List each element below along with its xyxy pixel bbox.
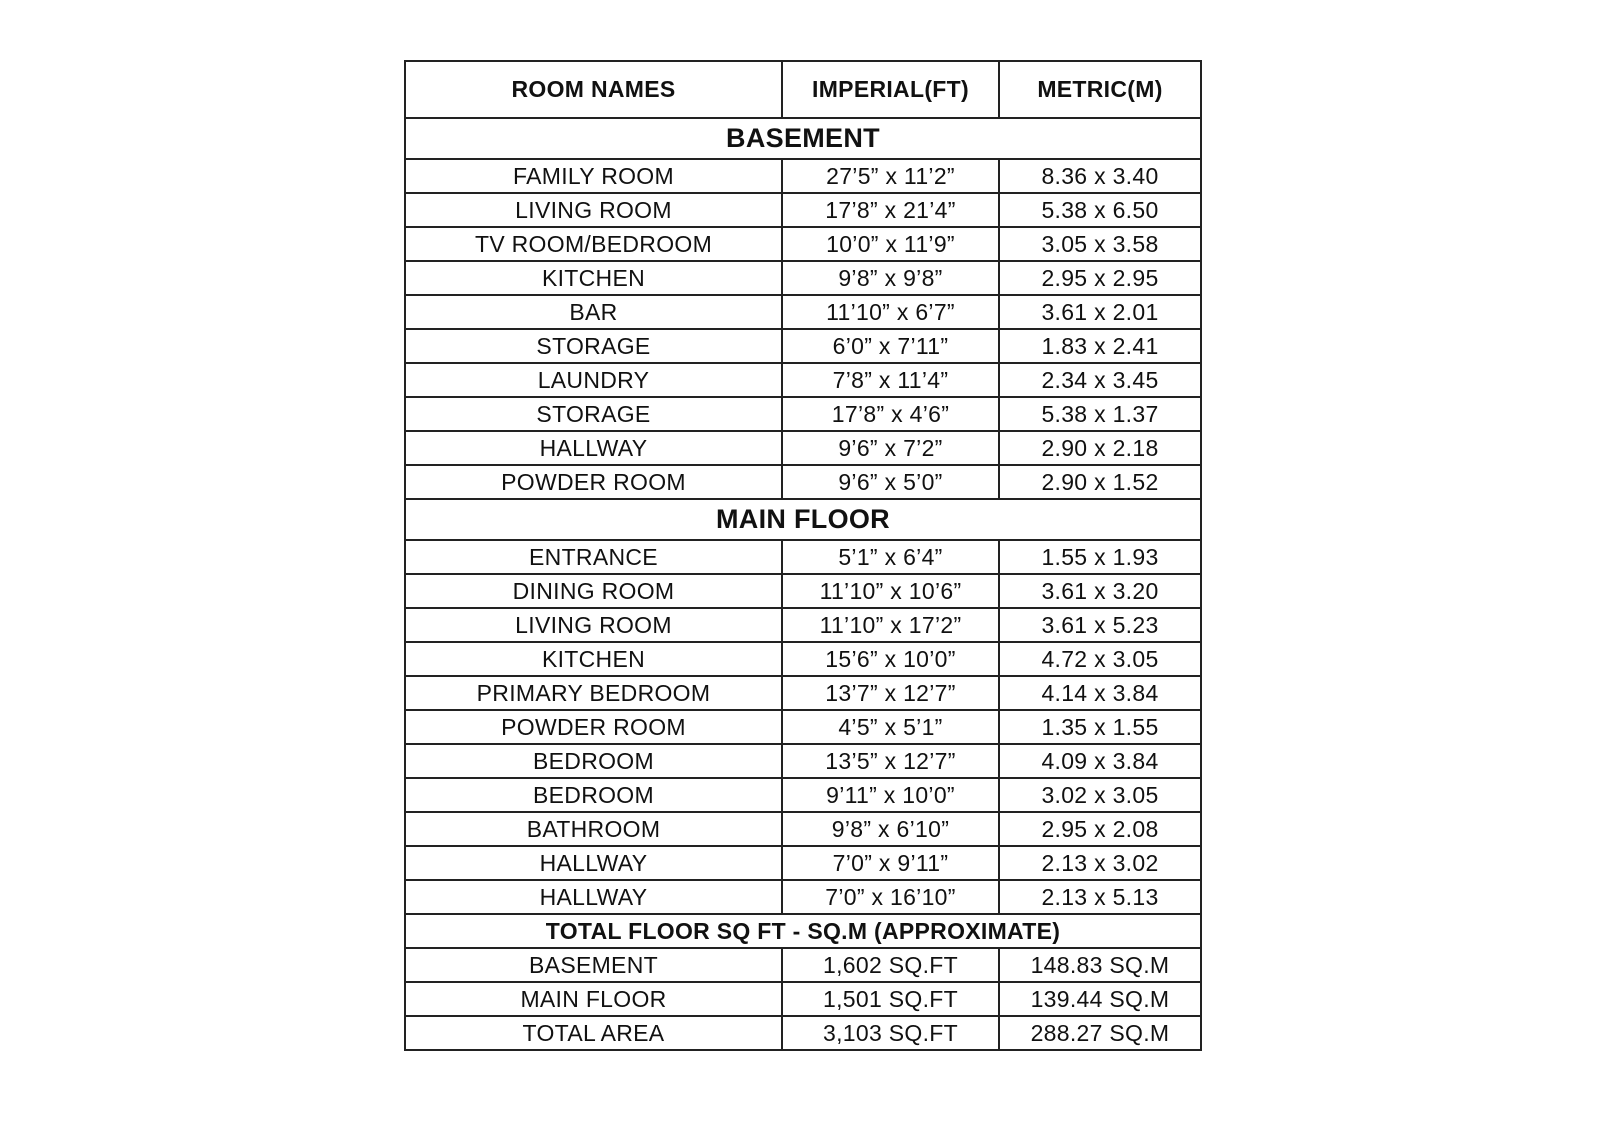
imperial-dimension-cell: 7’0” x 9’11” xyxy=(782,846,999,880)
imperial-dimension-cell: 11’10” x 17’2” xyxy=(782,608,999,642)
imperial-dimension-cell: 11’10” x 6’7” xyxy=(782,295,999,329)
room-name-cell: TOTAL AREA xyxy=(405,1016,782,1050)
table-row xyxy=(405,465,1201,499)
table-row xyxy=(405,744,1201,778)
imperial-dimension-cell: 7’0” x 16’10” xyxy=(782,880,999,914)
section-totals-row xyxy=(405,914,1201,948)
table-row xyxy=(405,261,1201,295)
section-main-floor-title: MAIN FLOOR xyxy=(405,499,1201,540)
table-row xyxy=(405,227,1201,261)
imperial-dimension-cell: 3,103 SQ.FT xyxy=(782,1016,999,1050)
metric-dimension-cell: 3.61 x 3.20 xyxy=(999,574,1201,608)
metric-dimension-cell: 1.35 x 1.55 xyxy=(999,710,1201,744)
metric-dimension-cell: 148.83 SQ.M xyxy=(999,948,1201,982)
imperial-dimension-cell: 6’0” x 7’11” xyxy=(782,329,999,363)
metric-dimension-cell: 5.38 x 1.37 xyxy=(999,397,1201,431)
imperial-dimension-cell: 11’10” x 10’6” xyxy=(782,574,999,608)
room-name-cell: BAR xyxy=(405,295,782,329)
imperial-dimension-cell: 1,602 SQ.FT xyxy=(782,948,999,982)
section-main-floor-row xyxy=(405,499,1201,540)
room-name-cell: HALLWAY xyxy=(405,880,782,914)
room-name-cell: HALLWAY xyxy=(405,846,782,880)
room-name-cell: MAIN FLOOR xyxy=(405,982,782,1016)
table-row xyxy=(405,159,1201,193)
metric-dimension-cell: 4.14 x 3.84 xyxy=(999,676,1201,710)
metric-dimension-cell: 2.95 x 2.95 xyxy=(999,261,1201,295)
room-name-cell: ENTRANCE xyxy=(405,540,782,574)
imperial-dimension-cell: 7’8” x 11’4” xyxy=(782,363,999,397)
table-row xyxy=(405,812,1201,846)
imperial-dimension-cell: 17’8” x 4’6” xyxy=(782,397,999,431)
imperial-dimension-cell: 15’6” x 10’0” xyxy=(782,642,999,676)
imperial-dimension-cell: 4’5” x 5’1” xyxy=(782,710,999,744)
room-name-cell: FAMILY ROOM xyxy=(405,159,782,193)
metric-dimension-cell: 4.72 x 3.05 xyxy=(999,642,1201,676)
header-metric: METRIC(M) xyxy=(999,61,1201,118)
metric-dimension-cell: 2.34 x 3.45 xyxy=(999,363,1201,397)
table-row xyxy=(405,363,1201,397)
metric-dimension-cell: 3.61 x 5.23 xyxy=(999,608,1201,642)
metric-dimension-cell: 288.27 SQ.M xyxy=(999,1016,1201,1050)
imperial-dimension-cell: 10’0” x 11’9” xyxy=(782,227,999,261)
metric-dimension-cell: 2.13 x 5.13 xyxy=(999,880,1201,914)
imperial-dimension-cell: 13’7” x 12’7” xyxy=(782,676,999,710)
metric-dimension-cell: 3.02 x 3.05 xyxy=(999,778,1201,812)
table-row xyxy=(405,329,1201,363)
table-row xyxy=(405,608,1201,642)
table-row xyxy=(405,431,1201,465)
totals-row xyxy=(405,1016,1201,1050)
totals-row xyxy=(405,982,1201,1016)
table-row xyxy=(405,880,1201,914)
metric-dimension-cell: 139.44 SQ.M xyxy=(999,982,1201,1016)
imperial-dimension-cell: 13’5” x 12’7” xyxy=(782,744,999,778)
metric-dimension-cell: 2.13 x 3.02 xyxy=(999,846,1201,880)
imperial-dimension-cell: 9’11” x 10’0” xyxy=(782,778,999,812)
metric-dimension-cell: 2.90 x 2.18 xyxy=(999,431,1201,465)
metric-dimension-cell: 8.36 x 3.40 xyxy=(999,159,1201,193)
metric-dimension-cell: 1.55 x 1.93 xyxy=(999,540,1201,574)
table-row xyxy=(405,710,1201,744)
room-name-cell: PRIMARY BEDROOM xyxy=(405,676,782,710)
room-name-cell: KITCHEN xyxy=(405,642,782,676)
metric-dimension-cell: 5.38 x 6.50 xyxy=(999,193,1201,227)
table-row xyxy=(405,397,1201,431)
room-dimensions-table xyxy=(404,60,1202,1051)
metric-dimension-cell: 3.61 x 2.01 xyxy=(999,295,1201,329)
room-name-cell: LIVING ROOM xyxy=(405,608,782,642)
room-name-cell: DINING ROOM xyxy=(405,574,782,608)
room-name-cell: LIVING ROOM xyxy=(405,193,782,227)
metric-dimension-cell: 1.83 x 2.41 xyxy=(999,329,1201,363)
imperial-dimension-cell: 1,501 SQ.FT xyxy=(782,982,999,1016)
imperial-dimension-cell: 27’5” x 11’2” xyxy=(782,159,999,193)
room-name-cell: KITCHEN xyxy=(405,261,782,295)
totals-row xyxy=(405,948,1201,982)
room-name-cell: BEDROOM xyxy=(405,744,782,778)
room-name-cell: HALLWAY xyxy=(405,431,782,465)
metric-dimension-cell: 4.09 x 3.84 xyxy=(999,744,1201,778)
table-row xyxy=(405,295,1201,329)
room-name-cell: TV ROOM/BEDROOM xyxy=(405,227,782,261)
section-basement-row xyxy=(405,118,1201,159)
room-name-cell: BATHROOM xyxy=(405,812,782,846)
table-row xyxy=(405,193,1201,227)
imperial-dimension-cell: 5’1” x 6’4” xyxy=(782,540,999,574)
room-name-cell: LAUNDRY xyxy=(405,363,782,397)
section-totals-title: TOTAL FLOOR SQ FT - SQ.M (APPROXIMATE) xyxy=(405,914,1201,948)
table-row xyxy=(405,642,1201,676)
metric-dimension-cell: 3.05 x 3.58 xyxy=(999,227,1201,261)
metric-dimension-cell: 2.95 x 2.08 xyxy=(999,812,1201,846)
table-row xyxy=(405,540,1201,574)
header-imperial: IMPERIAL(FT) xyxy=(782,61,999,118)
room-name-cell: STORAGE xyxy=(405,397,782,431)
room-name-cell: BEDROOM xyxy=(405,778,782,812)
metric-dimension-cell: 2.90 x 1.52 xyxy=(999,465,1201,499)
room-name-cell: POWDER ROOM xyxy=(405,710,782,744)
imperial-dimension-cell: 9’8” x 9’8” xyxy=(782,261,999,295)
header-room-names: ROOM NAMES xyxy=(405,61,782,118)
table-body xyxy=(405,118,1201,1050)
room-name-cell: POWDER ROOM xyxy=(405,465,782,499)
imperial-dimension-cell: 9’6” x 5’0” xyxy=(782,465,999,499)
section-basement-title: BASEMENT xyxy=(405,118,1201,159)
imperial-dimension-cell: 9’8” x 6’10” xyxy=(782,812,999,846)
header-row xyxy=(405,61,1201,118)
table-row xyxy=(405,676,1201,710)
imperial-dimension-cell: 17’8” x 21’4” xyxy=(782,193,999,227)
room-name-cell: BASEMENT xyxy=(405,948,782,982)
room-name-cell: STORAGE xyxy=(405,329,782,363)
table-row xyxy=(405,778,1201,812)
table-row xyxy=(405,574,1201,608)
imperial-dimension-cell: 9’6” x 7’2” xyxy=(782,431,999,465)
table-row xyxy=(405,846,1201,880)
